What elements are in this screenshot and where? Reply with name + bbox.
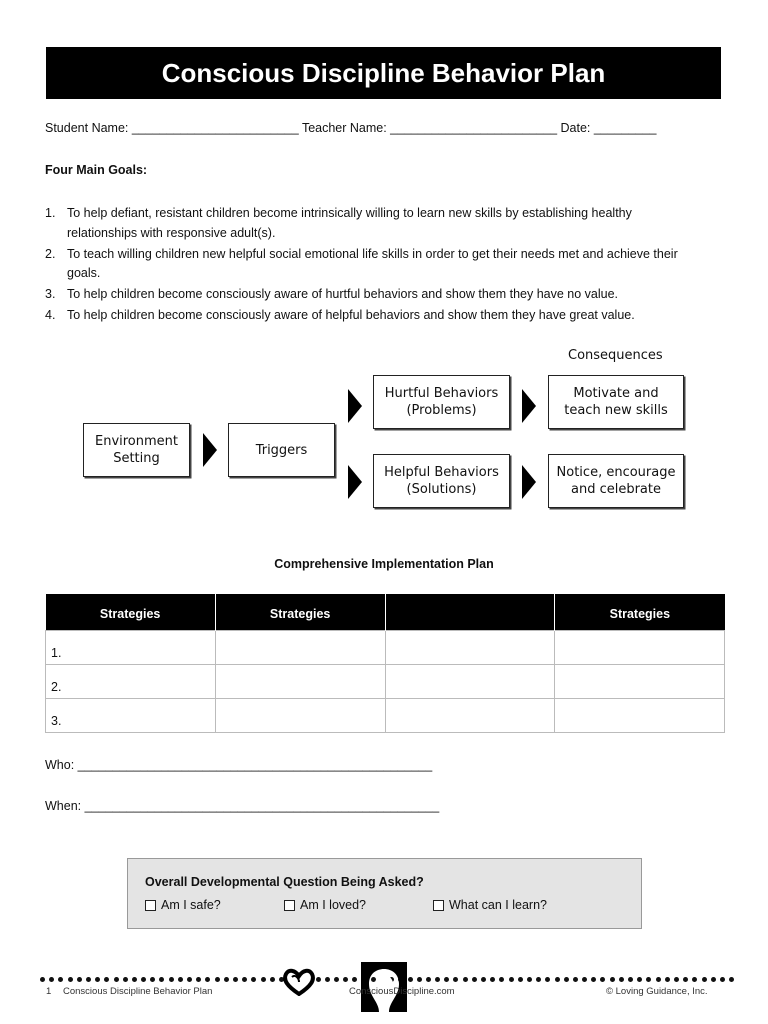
goal-text: To teach willing children new helpful social emotional life skills in order to get their needs met and achieve their goals.	[67, 246, 678, 280]
divider-dot	[591, 977, 596, 982]
table-cell[interactable]	[555, 664, 725, 698]
column-header: Strategies	[46, 594, 216, 630]
question-title: Overall Developmental Question Being Asked?	[145, 875, 424, 889]
helpful-behaviors-box	[373, 454, 510, 508]
divider-dot	[692, 977, 697, 982]
divider-dot	[481, 977, 486, 982]
table-row	[46, 664, 725, 698]
checkbox-icon[interactable]	[284, 900, 295, 911]
divider-dot	[104, 977, 109, 982]
goal-number: 3.	[45, 287, 56, 301]
box-line: Hurtful Behaviors	[384, 386, 499, 401]
footer-page-number: 1	[46, 986, 52, 997]
divider-dot	[141, 977, 146, 982]
option-label: What can I learn?	[449, 898, 547, 912]
box-line: Triggers	[255, 442, 308, 458]
consequences-label: Consequences	[568, 348, 663, 363]
triggers-box	[228, 423, 335, 477]
table-cell[interactable]	[46, 698, 216, 732]
divider-dot	[270, 977, 275, 982]
table-cell[interactable]	[385, 630, 555, 664]
divider-dot	[499, 977, 504, 982]
divider-dot	[343, 977, 348, 982]
divider-dot	[628, 977, 633, 982]
table-row	[46, 698, 725, 732]
divider-dot	[610, 977, 615, 982]
box-line: (Problems)	[406, 403, 477, 418]
option-am-i-loved[interactable]	[284, 898, 366, 912]
divider-dot	[233, 977, 238, 982]
divider-dot	[702, 977, 707, 982]
table-cell[interactable]	[555, 698, 725, 732]
goal-text: To help defiant, resistant children become intrinsically willing to learn new skills by establishing healthy relationships with responsive adult(s).	[67, 206, 632, 240]
implementation-plan-table	[45, 594, 725, 733]
box-line: (Solutions)	[406, 482, 477, 497]
student-info-line: Student Name: ________________________ Teacher Name: ________________________ Date: _________	[45, 121, 657, 135]
table-cell[interactable]	[46, 664, 216, 698]
goal-text: To help children become consciously aware of hurtful behaviors and show them they have no value.	[67, 287, 619, 301]
who-line: Who: ___________________________________________________	[45, 758, 433, 772]
divider-dot	[463, 977, 468, 982]
goal-item	[45, 204, 685, 243]
box-line: Motivate and	[573, 386, 659, 401]
table-cell[interactable]	[555, 630, 725, 664]
notice-box	[548, 454, 684, 508]
divider-dot	[40, 977, 45, 982]
divider-dot	[674, 977, 679, 982]
divider-dot	[472, 977, 477, 982]
box-line: Notice, encourage	[556, 465, 676, 480]
divider-dot	[215, 977, 220, 982]
goals-heading: Four Main Goals:	[45, 163, 148, 177]
divider-dot	[426, 977, 431, 982]
box-line: Helpful Behaviors	[384, 465, 499, 480]
table-cell[interactable]	[215, 664, 385, 698]
box-line: and celebrate	[570, 482, 661, 497]
divider-dot	[536, 977, 541, 982]
column-header: Strategies	[555, 594, 725, 630]
divider-dot	[196, 977, 201, 982]
goal-number: 4.	[45, 308, 56, 322]
divider-dot	[334, 977, 339, 982]
divider-dot	[435, 977, 440, 982]
divider-dot	[352, 977, 357, 982]
footer-doc-title: Conscious Discipline Behavior Plan	[63, 986, 213, 997]
row-number: 2.	[51, 679, 62, 694]
table-row	[46, 630, 725, 664]
divider-dot	[114, 977, 119, 982]
developmental-question-box	[127, 858, 642, 929]
divider-dot	[444, 977, 449, 982]
heart-hands-logo-icon	[283, 968, 315, 996]
footer-site-link[interactable]: ConsciousDiscipline.com	[349, 986, 455, 997]
option-label: Am I loved?	[300, 898, 367, 912]
divider-dot	[417, 977, 422, 982]
page-title: Conscious Discipline Behavior Plan	[46, 47, 721, 99]
footer-copyright: © Loving Guidance, Inc.	[606, 986, 708, 997]
plan-heading: Comprehensive Implementation Plan	[274, 557, 494, 571]
option-what-can-i-learn[interactable]	[433, 898, 547, 912]
divider-dot	[123, 977, 128, 982]
checkbox-icon[interactable]	[145, 900, 156, 911]
option-am-i-safe[interactable]	[145, 898, 221, 912]
divider-dot	[49, 977, 54, 982]
divider-dot	[261, 977, 266, 982]
divider-dot	[205, 977, 210, 982]
divider-dot	[316, 977, 321, 982]
divider-dot	[490, 977, 495, 982]
box-line: teach new skills	[564, 403, 668, 418]
goal-item	[45, 306, 685, 326]
table-header-row	[46, 594, 725, 630]
arrow-right-icon	[203, 433, 217, 467]
divider-dot	[251, 977, 256, 982]
environment-setting-box	[83, 423, 190, 477]
divider-dot	[178, 977, 183, 982]
table-cell[interactable]	[385, 664, 555, 698]
divider-dot	[527, 977, 532, 982]
divider-dot	[665, 977, 670, 982]
divider-dot	[58, 977, 63, 982]
divider-dot	[169, 977, 174, 982]
column-header: Strategies	[215, 594, 385, 630]
divider-dot	[325, 977, 330, 982]
divider-dot	[564, 977, 569, 982]
divider-dot	[159, 977, 164, 982]
table-cell[interactable]	[215, 630, 385, 664]
behavior-flow-diagram	[0, 340, 768, 520]
goal-item	[45, 285, 685, 305]
divider-dot	[518, 977, 523, 982]
divider-dot	[729, 977, 734, 982]
divider-dot	[600, 977, 605, 982]
hurtful-behaviors-box	[373, 375, 510, 429]
divider-dot	[656, 977, 661, 982]
box-line: Setting	[113, 451, 160, 466]
arrow-right-icon	[522, 465, 536, 499]
divider-dot	[545, 977, 550, 982]
divider-dot	[720, 977, 725, 982]
arrow-right-icon	[522, 389, 536, 423]
column-header	[385, 594, 555, 630]
divider-dot	[77, 977, 82, 982]
divider-dot	[646, 977, 651, 982]
divider-dot	[619, 977, 624, 982]
divider-dot	[453, 977, 458, 982]
divider-dot	[86, 977, 91, 982]
table-cell[interactable]	[385, 698, 555, 732]
row-number: 1.	[51, 645, 62, 660]
divider-dot	[637, 977, 642, 982]
table-cell[interactable]	[46, 630, 216, 664]
divider-dot	[711, 977, 716, 982]
goal-text: To help children become consciously aware of helpful behaviors and show them they have great value.	[67, 308, 635, 322]
divider-dot	[242, 977, 247, 982]
goal-number: 2.	[45, 246, 56, 261]
goals-list	[45, 204, 685, 327]
divider-dot	[573, 977, 578, 982]
divider-dot	[95, 977, 100, 982]
when-line: When: ___________________________________________________	[45, 799, 440, 813]
row-number: 3.	[51, 713, 62, 728]
divider-dot	[509, 977, 514, 982]
divider-dot	[224, 977, 229, 982]
divider-dot	[187, 977, 192, 982]
motivate-box	[548, 375, 684, 429]
table-cell[interactable]	[215, 698, 385, 732]
divider-dot	[150, 977, 155, 982]
arrow-right-icon	[348, 465, 362, 499]
checkbox-icon[interactable]	[433, 900, 444, 911]
divider-dot	[582, 977, 587, 982]
option-label: Am I safe?	[161, 898, 221, 912]
arrow-right-icon	[348, 389, 362, 423]
divider-dot	[555, 977, 560, 982]
divider-dot	[68, 977, 73, 982]
goal-number: 1.	[45, 206, 56, 220]
divider-dot	[132, 977, 137, 982]
goal-item	[45, 245, 685, 284]
divider-dot	[683, 977, 688, 982]
box-line: Environment	[94, 434, 178, 449]
